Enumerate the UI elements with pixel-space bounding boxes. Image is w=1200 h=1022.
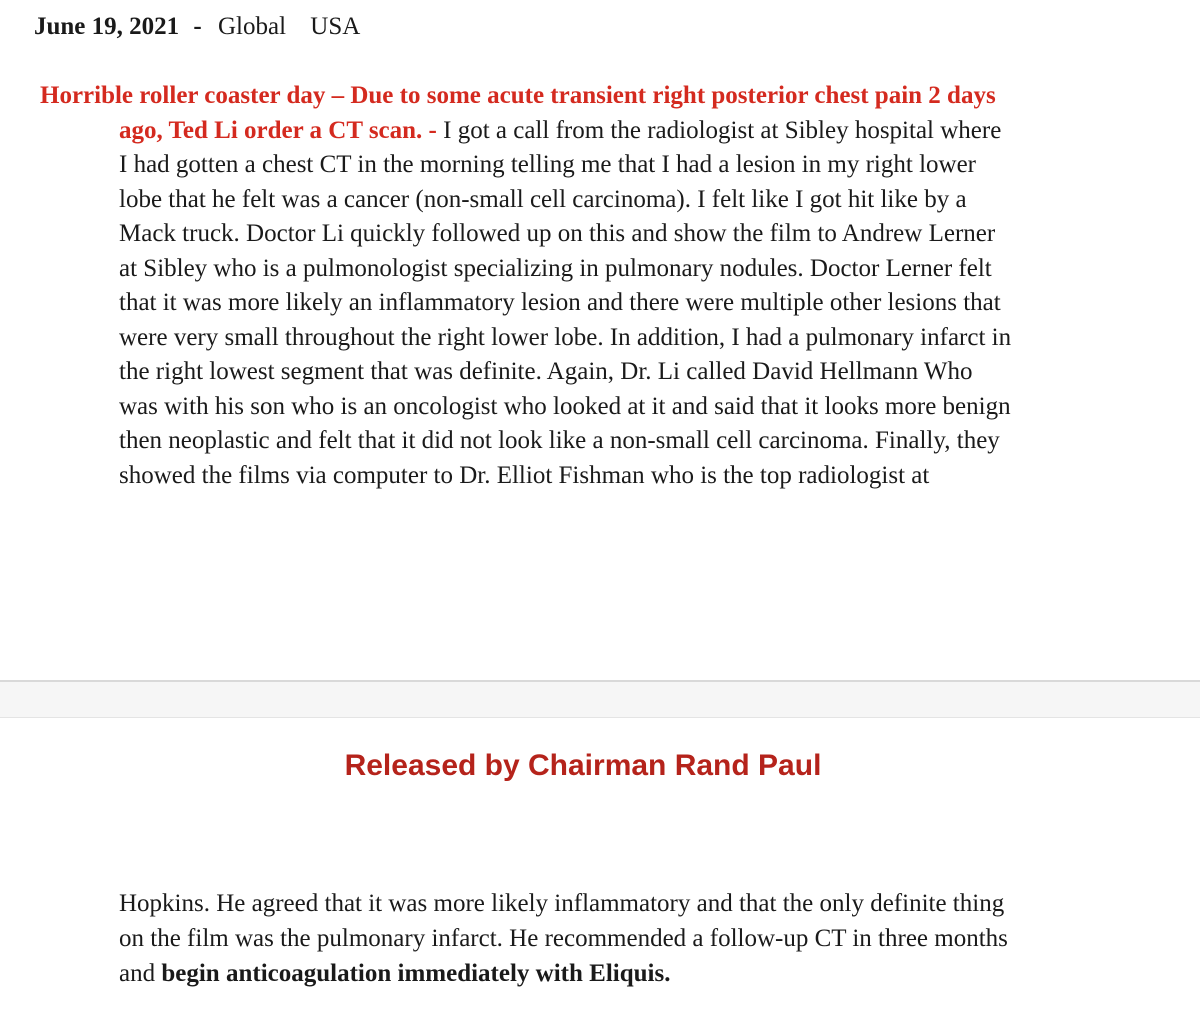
entry-date: June 19, 2021	[34, 13, 180, 40]
entry-body-line: I had gotten a chest CT in the morning telling me that I had a lesion in my right lower	[119, 151, 976, 178]
continued-body-text: and	[119, 960, 162, 987]
entry-tag-global: Global	[217, 13, 287, 40]
continued-body	[119, 886, 1159, 991]
entry-body-line	[40, 114, 1122, 149]
page-break	[0, 680, 1200, 718]
entry-body-line: that it was more likely an inflammatory lesion and there were multiple other lesions that	[119, 289, 1001, 316]
entry-body-line: was with his son who is an oncologist who looked at it and said that it looks more benign	[119, 392, 1011, 420]
entry-body	[40, 79, 1122, 493]
entry-header	[34, 10, 378, 44]
continued-body-line	[119, 956, 1159, 991]
continued-body-line: on the film was the pulmonary infarct. He recommended a follow-up CT in three months	[119, 925, 1008, 952]
continued-body-line: Hopkins. He agreed that it was more likely inflammatory and that the only definite thing	[119, 890, 1005, 917]
document-page-2	[0, 718, 1200, 1022]
entry-body-line: at Sibley who is a pulmonologist specializing in pulmonary nodules. Doctor Lerner felt	[119, 254, 992, 282]
eliquis-instruction: begin anticoagulation immediately with Eliquis.	[161, 960, 671, 987]
entry-body-text: I got a call from the radiologist at Sibley hospital where	[436, 116, 1002, 144]
entry-body-line: lobe that he felt was a cancer (non-small cell carcinoma). I felt like I got hit like by a	[119, 185, 967, 213]
entry-body-line: the right lowest segment that was definite. Again, Dr. Li called David Hellmann Who	[119, 358, 973, 385]
entry-tag-usa: USA	[310, 13, 361, 40]
entry-body-line: then neoplastic and felt that it did not look like a non-small cell carcinoma. Finally, they	[119, 427, 1000, 454]
entry-heading-line: Horrible roller coaster day – Due to some acute transient right posterior chest pain 2 days	[40, 82, 996, 109]
entry-date-separator: -	[193, 13, 202, 40]
release-banner: Released by Chairman Rand Paul	[344, 749, 822, 782]
entry-heading-continuation: ago, Ted Li order a CT scan. -	[119, 116, 437, 144]
entry-body-line: Mack truck. Doctor Li quickly followed up on this and show the film to Andrew Lerner	[119, 220, 996, 247]
entry-body-line: were very small throughout the right lower lobe. In addition, I had a pulmonary infarct in	[119, 323, 1012, 351]
entry-body-line: showed the films via computer to Dr. Elliot Fishman who is the top radiologist at	[119, 461, 930, 489]
